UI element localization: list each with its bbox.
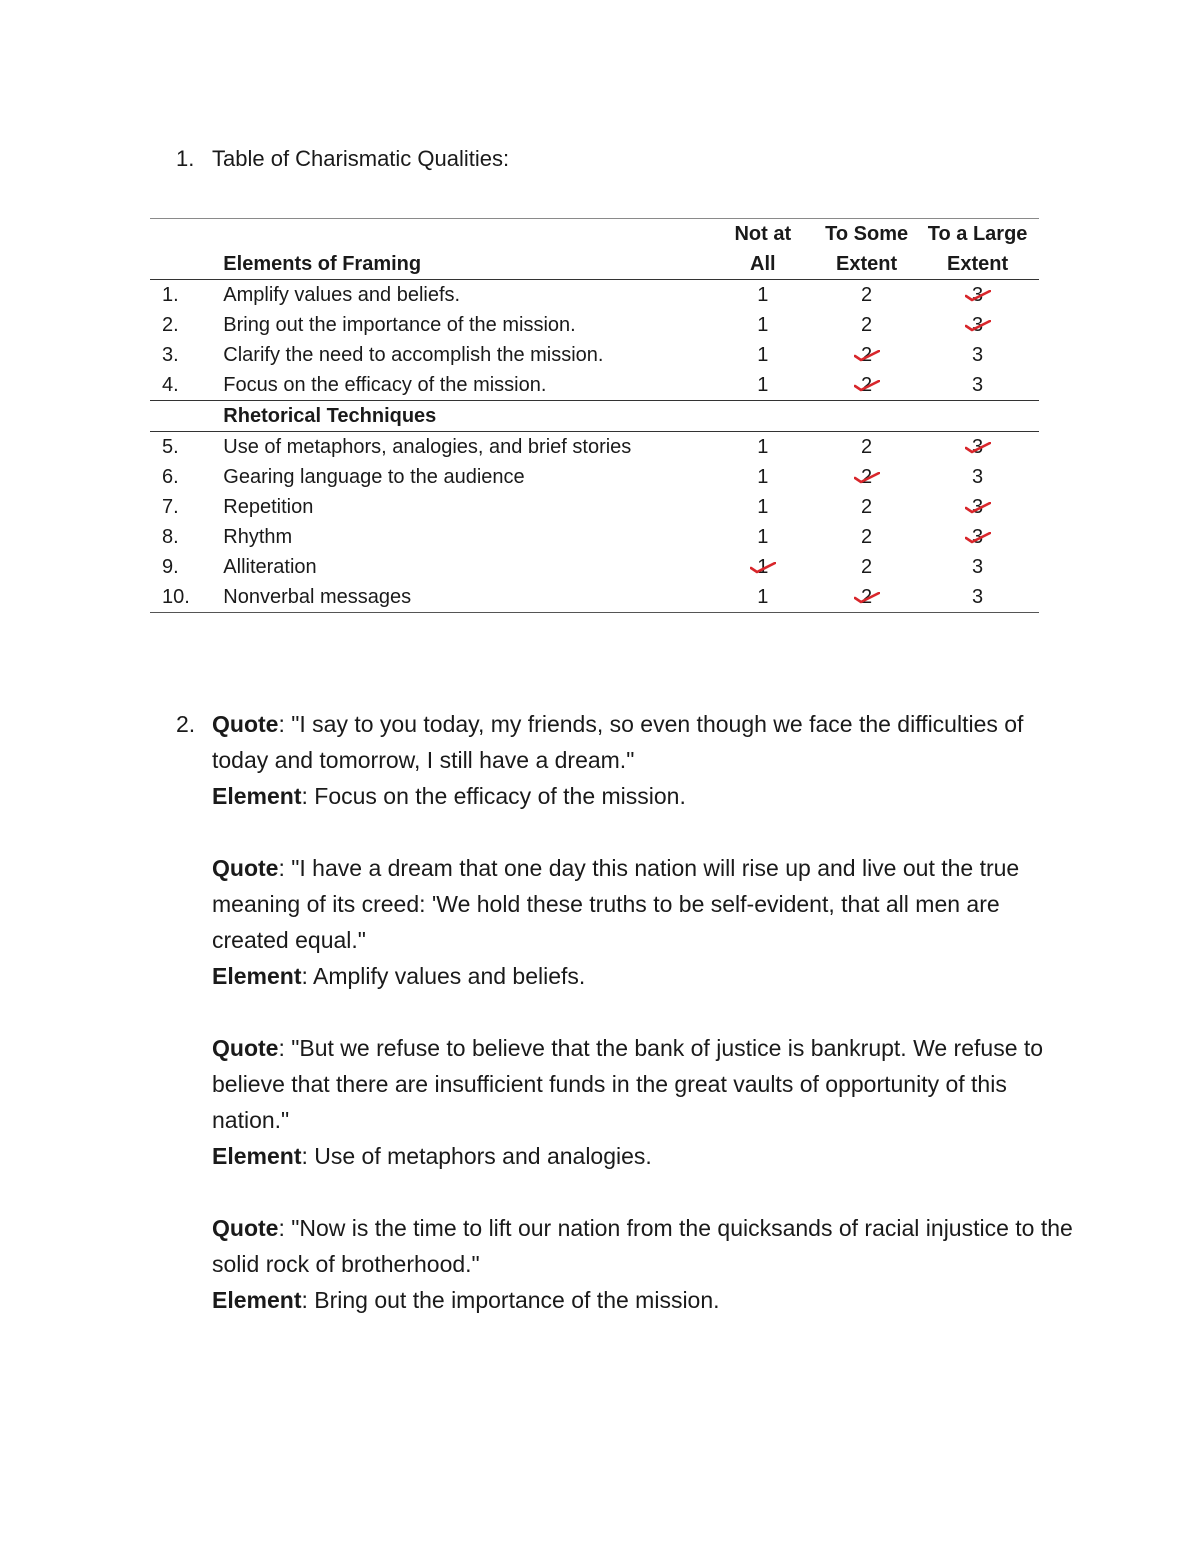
element-label: Element (212, 1287, 302, 1313)
rating-value: 1 (757, 466, 769, 488)
rating-value: 3 (972, 432, 983, 462)
rating-cell (817, 370, 916, 401)
rating-value: 1 (757, 284, 769, 306)
table-row (150, 310, 1039, 340)
header-not-at-all-line1: Not at (734, 223, 792, 245)
element-line (212, 1138, 1076, 1174)
element-text: : Focus on the efficacy of the mission. (301, 783, 686, 809)
rating-cell (916, 370, 1039, 401)
rating-cell (916, 432, 1039, 463)
header-not-at-all-line2: All (709, 249, 817, 280)
rating-cell (709, 582, 817, 613)
row-number: 5. (162, 436, 179, 458)
rating-value: 3 (972, 344, 984, 366)
rating-value: 2 (861, 582, 872, 612)
element-text: : Amplify values and beliefs. (301, 963, 586, 989)
rating-value: 1 (757, 552, 768, 582)
rating-cell (709, 340, 817, 370)
rating-value: 1 (757, 526, 769, 548)
section-row-rhetorical (150, 401, 1039, 432)
table-row (150, 432, 1039, 463)
rating-cell (817, 432, 916, 463)
rating-cell (817, 582, 916, 613)
checkmark-icon (854, 380, 880, 392)
checkmark-icon (965, 442, 991, 454)
checkmark-icon (965, 290, 991, 302)
quote-entry (212, 1210, 1076, 1318)
row-number: 10. (162, 586, 190, 608)
table-row (150, 582, 1039, 613)
row-element-text: Gearing language to the audience (223, 466, 525, 488)
checkmark-icon (854, 592, 880, 604)
row-element-text: Clarify the need to accomplish the mission. (223, 344, 604, 366)
quote-entry (212, 850, 1076, 994)
element-line (212, 958, 1076, 994)
rating-value: 2 (861, 462, 872, 492)
rating-value: 1 (757, 314, 769, 336)
row-number: 4. (162, 374, 179, 396)
rating-value: 2 (861, 556, 873, 578)
rating-value: 1 (757, 436, 769, 458)
row-element-text: Nonverbal messages (223, 586, 412, 608)
table-row (150, 552, 1039, 582)
rating-value: 3 (972, 556, 984, 578)
item-2-number: 2. (176, 711, 196, 737)
rating-cell (709, 462, 817, 492)
row-element-text: Use of metaphors, analogies, and brief stories (223, 436, 632, 458)
quote-entry (212, 706, 1076, 814)
row-number: 6. (162, 466, 179, 488)
checkmark-icon (854, 472, 880, 484)
rating-cell (916, 310, 1039, 340)
rating-value: 1 (757, 344, 769, 366)
checkmark-icon (965, 532, 991, 544)
rating-cell (709, 492, 817, 522)
rating-cell (817, 280, 916, 311)
rating-cell (709, 522, 817, 552)
rating-cell (817, 522, 916, 552)
rating-value: 3 (972, 374, 984, 396)
rating-cell (916, 552, 1039, 582)
element-text: : Bring out the importance of the mission. (301, 1287, 720, 1313)
rating-value: 2 (861, 340, 872, 370)
row-element-text: Amplify values and beliefs. (223, 284, 461, 306)
row-number: 9. (162, 556, 179, 578)
checkmark-icon (854, 350, 880, 362)
table-row (150, 462, 1039, 492)
rating-value: 2 (861, 436, 873, 458)
rating-cell (916, 522, 1039, 552)
element-label: Element (212, 783, 302, 809)
quote-entry (212, 1030, 1076, 1174)
rating-value: 2 (861, 314, 873, 336)
rating-value: 2 (861, 526, 873, 548)
rating-cell (817, 462, 916, 492)
row-element-text: Repetition (223, 496, 314, 518)
rating-cell (817, 552, 916, 582)
element-line (212, 1282, 1076, 1318)
rating-cell (709, 552, 817, 582)
row-element-text: Rhythm (223, 526, 293, 548)
quote-list (212, 706, 1076, 1318)
header-to-large-extent-line2: Extent (916, 249, 1039, 280)
row-element-text: Bring out the importance of the mission. (223, 314, 576, 336)
row-element-text: Focus on the efficacy of the mission. (223, 374, 547, 396)
item-1-title: Table of Charismatic Qualities: (212, 146, 510, 171)
header-to-some-extent-line2: Extent (817, 249, 916, 280)
row-number: 2. (162, 314, 179, 336)
element-line (212, 778, 1076, 814)
item-1-number: 1. (176, 146, 195, 171)
rating-cell (817, 492, 916, 522)
header-elements-of-framing: Elements of Framing (223, 249, 708, 280)
quote-line (212, 1030, 1076, 1138)
rating-cell (817, 340, 916, 370)
rating-cell (817, 310, 916, 340)
table-header-row-1 (150, 219, 1039, 250)
quote-line (212, 1210, 1076, 1282)
row-number: 7. (162, 496, 179, 518)
checkmark-icon (965, 502, 991, 514)
element-label: Element (212, 1143, 302, 1169)
rating-cell (709, 370, 817, 401)
table-row (150, 370, 1039, 401)
quote-label: Quote (212, 1035, 279, 1061)
element-text: : Use of metaphors and analogies. (301, 1143, 652, 1169)
rating-cell (709, 432, 817, 463)
quote-label: Quote (212, 711, 279, 737)
rating-value: 3 (972, 280, 983, 310)
rating-cell (916, 582, 1039, 613)
quote-text: : "But we refuse to believe that the bank of justice is bankrupt. We refuse to believe that there are insufficient funds in the great vaults of opportunity of this nation." (212, 1035, 1044, 1133)
rating-cell (709, 280, 817, 311)
quote-text: : "Now is the time to lift our nation from the quicksands of racial injustice to the solid rock of brotherhood." (212, 1215, 1073, 1277)
row-element-text: Alliteration (223, 556, 317, 578)
rating-value: 3 (972, 310, 983, 340)
quote-line (212, 706, 1076, 778)
row-number: 3. (162, 344, 179, 366)
rating-value: 1 (757, 496, 769, 518)
rating-value: 3 (972, 522, 983, 552)
table-row (150, 522, 1039, 552)
table-row (150, 340, 1039, 370)
checkmark-icon (965, 320, 991, 332)
checkmark-icon (750, 562, 776, 574)
quote-text: : "I say to you today, my friends, so even though we face the difficulties of today and tomorrow, I still have a dream." (212, 711, 1024, 773)
item-1-heading (176, 146, 509, 172)
rating-value: 3 (972, 466, 984, 488)
table-row (150, 492, 1039, 522)
charismatic-qualities-table (150, 218, 1039, 613)
table-row (150, 280, 1039, 311)
header-to-some-extent-line1: To Some (825, 223, 909, 245)
element-label: Element (212, 963, 302, 989)
rating-cell (916, 462, 1039, 492)
row-number: 1. (162, 284, 179, 306)
quote-label: Quote (212, 1215, 279, 1241)
quote-text: : "I have a dream that one day this nation will rise up and live out the true meaning of its creed: 'We hold these truths to be self-evident, that all men are created equal." (212, 855, 1020, 953)
rating-value: 3 (972, 586, 984, 608)
item-2-section (176, 706, 1076, 1354)
rating-cell (916, 492, 1039, 522)
row-number: 8. (162, 526, 179, 548)
rating-cell (916, 340, 1039, 370)
rating-cell (916, 280, 1039, 311)
rating-value: 2 (861, 496, 873, 518)
rating-value: 2 (861, 370, 872, 400)
rating-value: 3 (972, 492, 983, 522)
header-to-large-extent-line1: To a Large (927, 223, 1028, 245)
quote-label: Quote (212, 855, 279, 881)
quote-line (212, 850, 1076, 958)
rating-value: 2 (861, 284, 873, 306)
table-header-row-2 (150, 249, 1039, 280)
rating-cell (709, 310, 817, 340)
rating-value: 1 (757, 374, 769, 396)
rating-value: 1 (757, 586, 769, 608)
section-title-rhetorical-techniques: Rhetorical Techniques (223, 401, 708, 432)
